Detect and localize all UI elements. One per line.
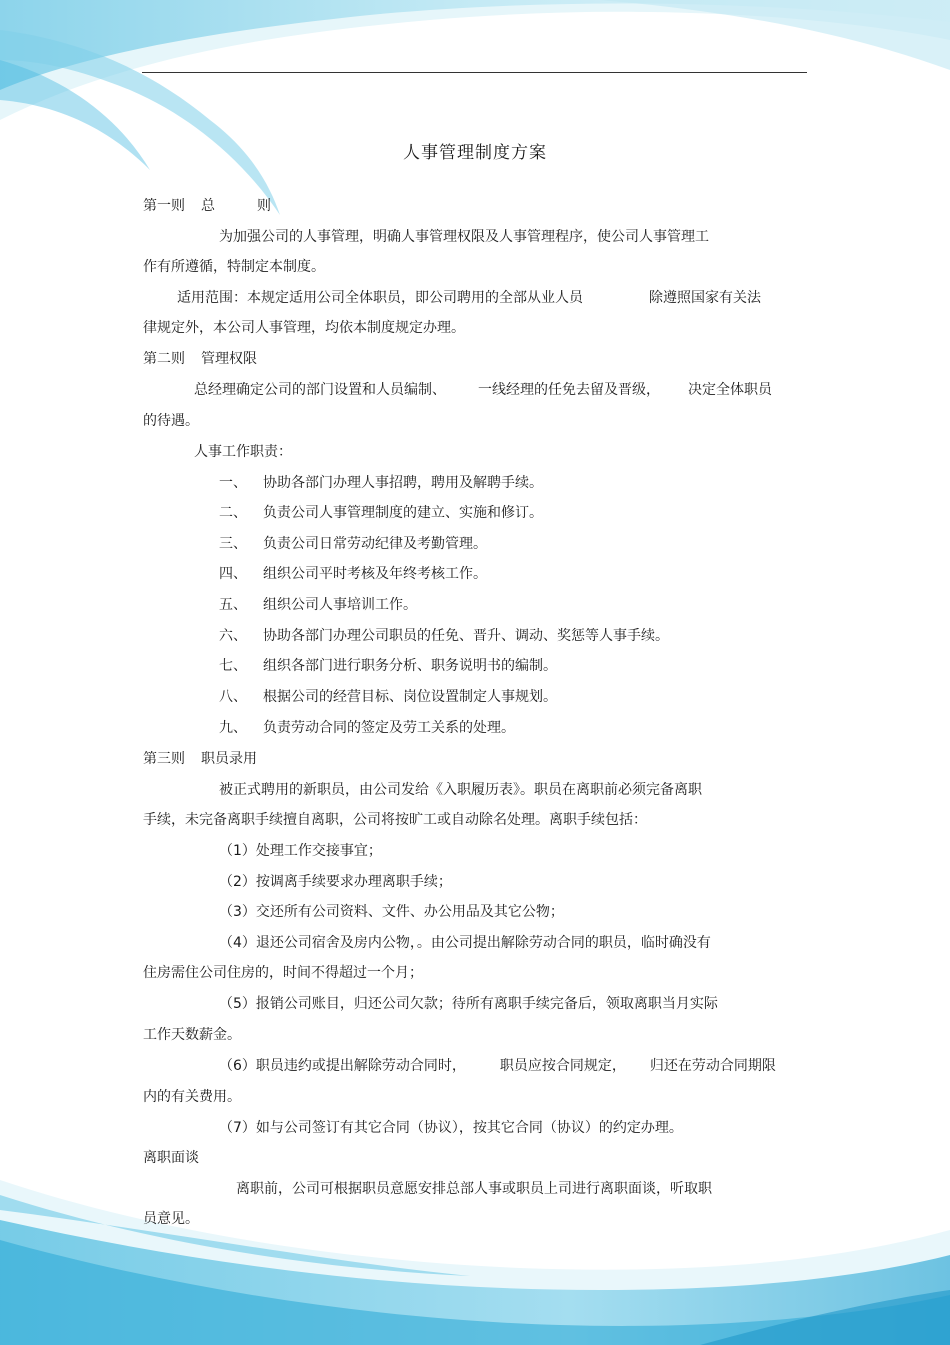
exit-interview-heading: 离职面谈: [143, 1150, 199, 1166]
procedure-item: （3）交还所有公司资料、文件、办公用品及其它公物；: [219, 904, 564, 920]
duty-item: [219, 535, 487, 553]
procedure-item: （4）退还公司宿舍及房内公物，。由公司提出解除劳动合同的职员，临时确没有: [219, 935, 711, 951]
duty-item: [219, 657, 557, 675]
chapter-1-number: 第一则: [143, 198, 185, 214]
duty-number: 四、: [219, 566, 247, 582]
procedure-text: （6）职员违约或提出解除劳动合同时，: [219, 1058, 466, 1074]
document-title: 人事管理制度方案: [403, 143, 547, 163]
duty-number: 六、: [219, 628, 247, 644]
procedure-item: （1）处理工作交接事宜；: [219, 843, 382, 859]
scope-text: 适用范围：本规定适用公司全体职员，即公司聘用的全部从业人员: [177, 290, 583, 306]
duties-title: 人事工作职责：: [194, 444, 292, 460]
authority-text: 一线经理的任免去留及晋级，: [478, 382, 660, 398]
procedure-item-continued: 工作天数薪金。: [143, 1027, 241, 1043]
duty-text: 协助各部门办理人事招聘，聘用及解聘手续。: [263, 475, 543, 491]
paragraph-line: 离职前，公司可根据职员意愿安排总部人事或职员上司进行离职面谈，听取职: [236, 1181, 712, 1197]
duty-text: 协助各部门办理公司职员的任免、晋升、调动、奖惩等人事手续。: [263, 628, 669, 644]
chapter-2-heading: [143, 350, 257, 368]
procedure-text: 归还在劳动合同期限: [649, 1058, 776, 1074]
paragraph-line: 作有所遵循，特制定本制度。: [143, 259, 325, 275]
duty-number: 七、: [219, 658, 247, 674]
procedure-item-continued: 住房需住公司住房的，时间不得超过一个月；: [143, 965, 423, 981]
authority-text: 决定全体职员: [688, 382, 772, 398]
chapter-1-heading: [143, 197, 271, 215]
duty-number: 一、: [219, 475, 247, 491]
duty-text: 组织公司平时考核及年终考核工作。: [263, 566, 487, 582]
duty-item: [219, 474, 543, 492]
header-rule: [142, 72, 807, 73]
chapter-3-heading: [143, 750, 257, 768]
chapter-2-title: 管理权限: [201, 351, 257, 367]
procedure-item-continued: 内的有关费用。: [143, 1089, 241, 1105]
paragraph-line: 为加强公司的人事管理，明确人事管理权限及人事管理程序，使公司人事管理工: [219, 229, 709, 245]
duty-text: 负责公司人事管理制度的建立、实施和修订。: [263, 505, 543, 521]
procedure-item: （2）按调离手续要求办理离职手续；: [219, 874, 452, 890]
procedure-item: （7）如与公司签订有其它合同（协议），按其它合同（协议）的约定办理。: [219, 1120, 683, 1136]
paragraph-line: [177, 289, 761, 307]
duty-item: [219, 688, 557, 706]
chapter-1-title-part: 总: [201, 198, 215, 214]
paragraph-line: 的待遇。: [143, 413, 199, 429]
duty-item: [219, 504, 543, 522]
procedure-item: （5）报销公司账目，归还公司欠款；待所有离职手续完备后，领取离职当月实际: [219, 996, 718, 1012]
procedure-text: 职员应按合同规定，: [499, 1058, 626, 1074]
chapter-3-title: 职员录用: [201, 751, 257, 767]
paragraph-line: 手续，未完备离职手续擅自离职，公司将按旷工或自动除名处理。离职手续包括：: [143, 812, 647, 828]
duty-text: 根据公司的经营目标、岗位设置制定人事规划。: [263, 689, 557, 705]
duty-number: 八、: [219, 689, 247, 705]
authority-text: 总经理确定公司的部门设置和人员编制、: [194, 382, 446, 398]
duty-number: 九、: [219, 720, 247, 736]
paragraph-line: 被正式聘用的新职员，由公司发给《入职履历表》。职员在离职前必须完备离职: [219, 782, 702, 798]
duty-item: [219, 719, 515, 737]
chapter-2-number: 第二则: [143, 351, 185, 367]
duty-number: 五、: [219, 597, 247, 613]
duty-text: 组织各部门进行职务分析、职务说明书的编制。: [263, 658, 557, 674]
duty-number: 二、: [219, 505, 247, 521]
duty-number: 三、: [219, 536, 247, 552]
paragraph-line: [194, 381, 772, 399]
paragraph-line: 员意见。: [143, 1211, 199, 1227]
chapter-1-title-part: 则: [257, 198, 271, 214]
chapter-3-number: 第三则: [143, 751, 185, 767]
duty-item: [219, 596, 417, 614]
scope-text: 除遵照国家有关法: [649, 290, 761, 306]
duty-text: 负责劳动合同的签定及劳工关系的处理。: [263, 720, 515, 736]
duty-item: [219, 627, 669, 645]
paragraph-line: 律规定外，本公司人事管理，均依本制度规定办理。: [143, 320, 465, 336]
procedure-item: [219, 1057, 776, 1075]
duty-item: [219, 565, 487, 583]
duty-text: 负责公司日常劳动纪律及考勤管理。: [263, 536, 487, 552]
duty-text: 组织公司人事培训工作。: [263, 597, 417, 613]
